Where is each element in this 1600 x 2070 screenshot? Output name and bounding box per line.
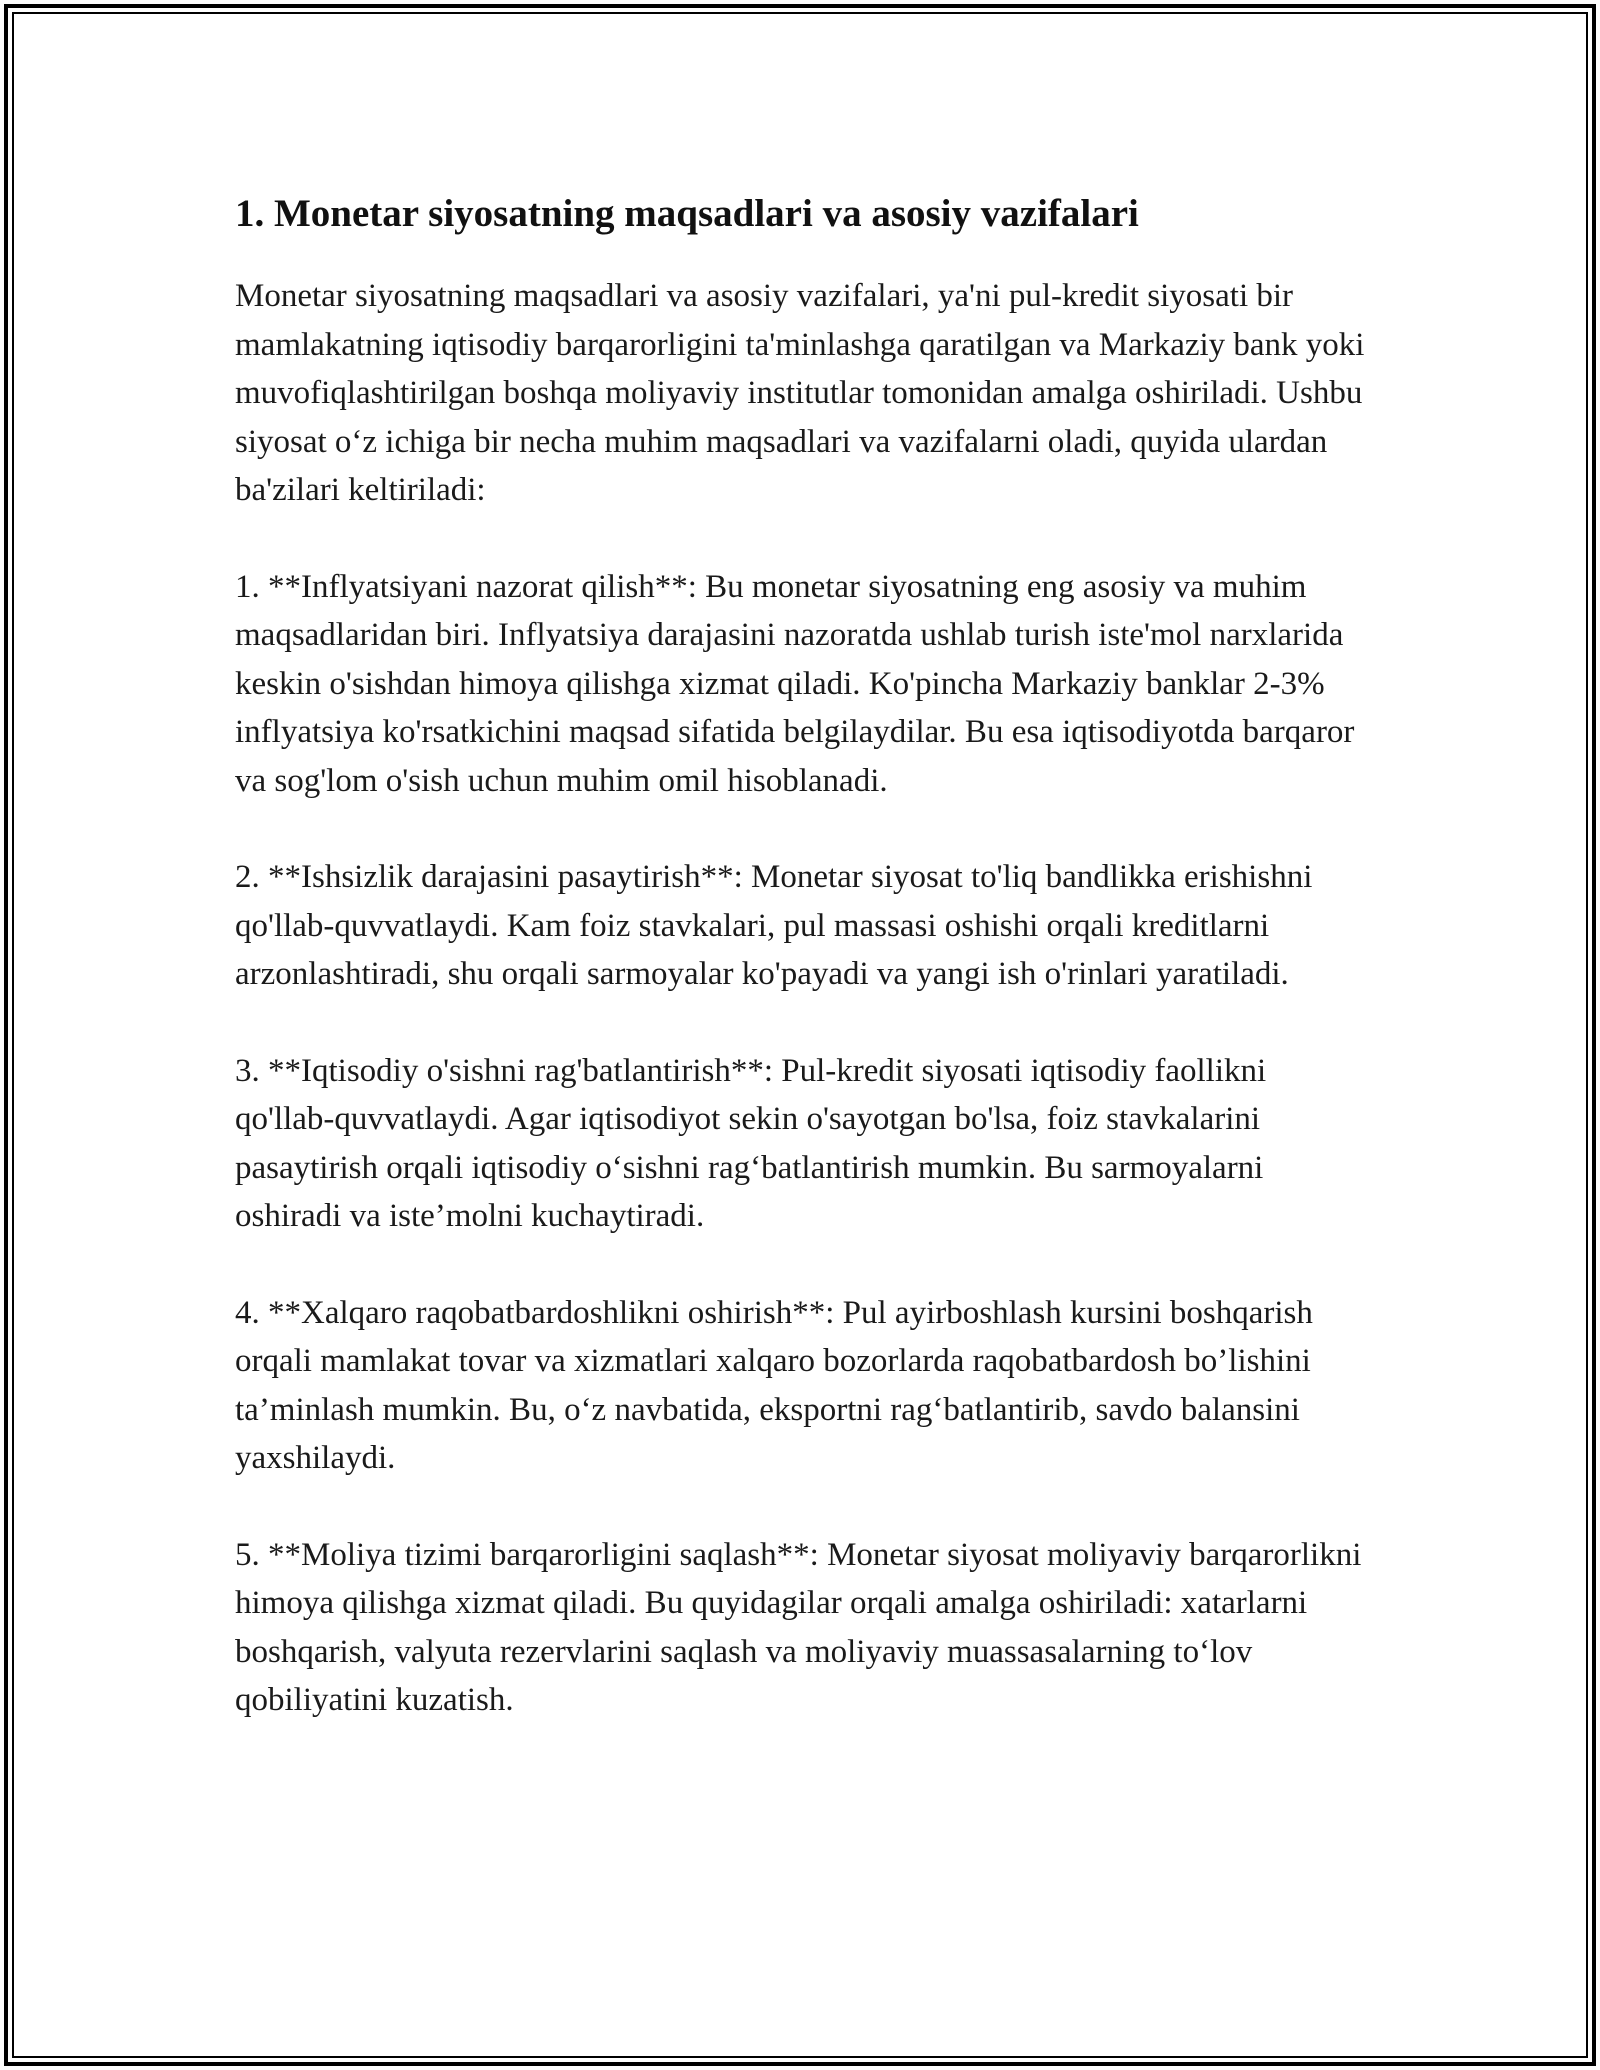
list-item-growth: 3. **Iqtisodiy o'sishni rag'batlantirish**: Pul-kredit siyosati iqtisodiy faollikni qo'llab-quvvatlaydi. Agar iqtisodiyot sekin o'sayotgan bo'lsa, foiz stavkalarini pasaytirish orqali iqtisodiy o‘sishni rag‘batlantirish mumkin. Bu sarmoyalarni oshiradi va iste’molni kuchaytiradi. [235, 1052, 1267, 1234]
list-item-inflation: 1. **Inflyatsiyani nazorat qilish**: Bu monetar siyosatning eng asosiy va muhim maqsadlaridan biri. Inflyatsiya darajasini nazoratda ushlab turish iste'mol narxlarida keskin o'sishdan himoya qilishga xizmat qiladi. Ko'pincha Markaziy banklar 2-3% inflyatsiya ko'rsatkichini maqsad sifatida belgilaydilar. Bu esa iqtisodiyotda barqaror va sog'lom o'sish uchun muhim omil hisoblanadi. [235, 568, 1355, 799]
list-item-unemployment: 2. **Ishsizlik darajasini pasaytirish**: Monetar siyosat to'liq bandlikka erishishni qo'llab-quvvatlaydi. Kam foiz stavkalari, pul massasi oshishi orqali kreditlarni arzonlashtiradi, shu orqali sarmoyalar ko'payadi va yangi ish o'rinlari yaratiladi. [235, 859, 1313, 992]
document-body [235, 188, 1370, 1773]
intro-paragraph: Monetar siyosatning maqsadlari va asosiy vazifalari, ya'ni pul-kredit siyosati bir mamlakatning iqtisodiy barqarorligini ta'minlashga qaratilgan va Markaziy bank yoki muvofiqlashtirilgan boshqa moliyaviy institutlar tomonidan amalga oshiriladi. Ushbu siyosat o‘z ichiga bir necha muhim maqsadlari va vazifalarni oladi, quyida ulardan ba'zilari keltiriladi: [235, 278, 1365, 508]
document-title: 1. Monetar siyosatning maqsadlari va asosiy vazifalari [235, 192, 1139, 235]
list-item-competitiveness: 4. **Xalqaro raqobatbardoshlikni oshirish**: Pul ayirboshlash kursini boshqarish orqali mamlakat tovar va xizmatlari xalqaro bozorlarda raqobatbardosh bo’lishini ta’minlash mumkin. Bu, o‘z navbatida, eksportni rag‘batlantirib, savdo balansini yaxshilaydi. [235, 1294, 1313, 1476]
list-item-financial-stability: 5. **Moliya tizimi barqarorligini saqlash**: Monetar siyosat moliyaviy barqarorlikni himoya qilishga xizmat qiladi. Bu quyidagilar orqali amalga oshiriladi: xatarlarni boshqarish, valyuta rezervlarini saqlash va moliyaviy muassasalarning to‘lov qobiliyatini kuzatish. [235, 1536, 1362, 1718]
